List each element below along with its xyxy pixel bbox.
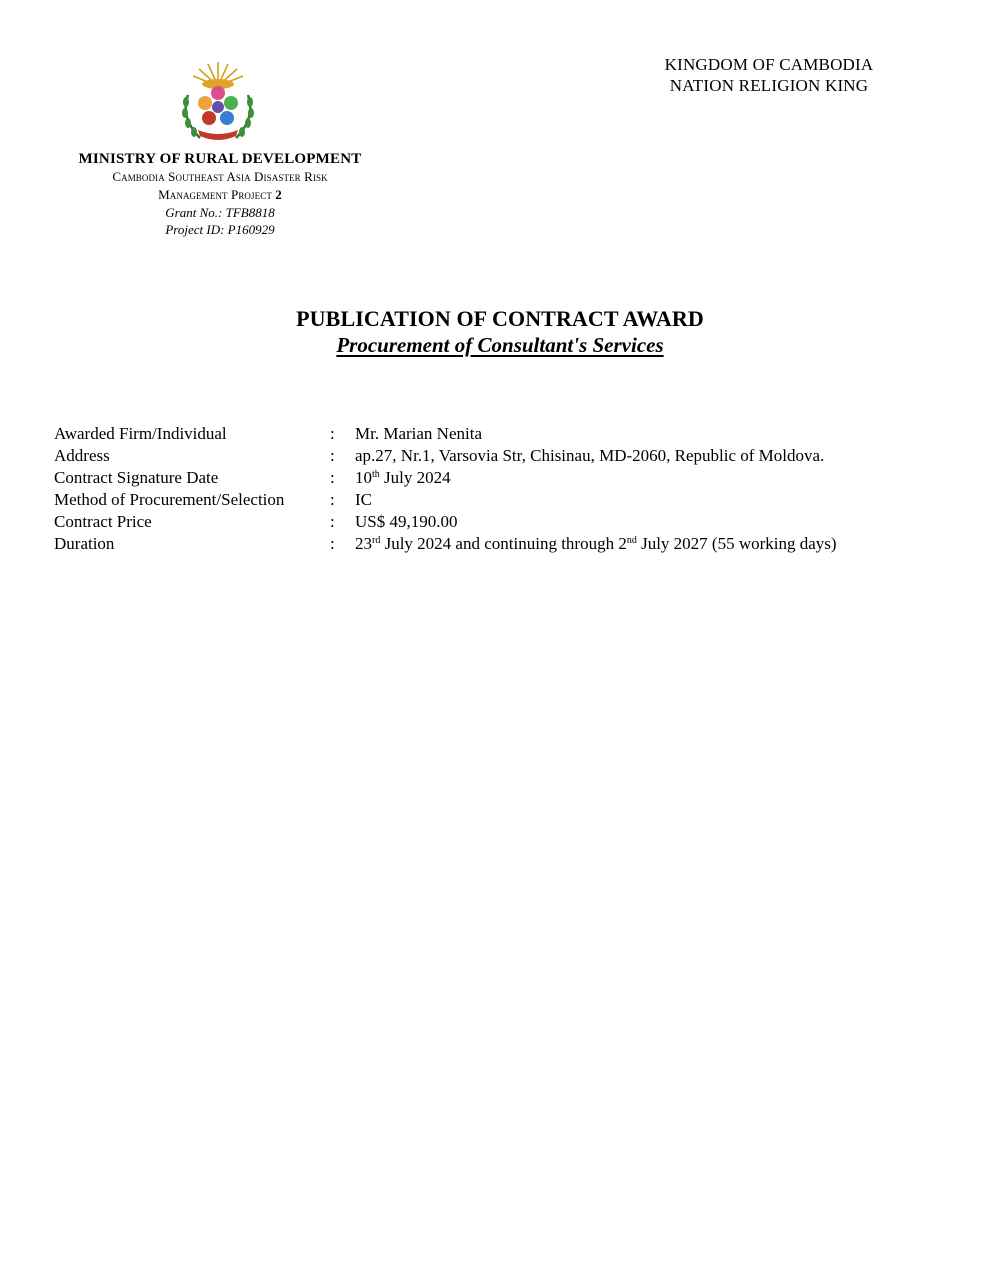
detail-value: IC	[355, 490, 372, 509]
detail-row-signature-date	[54, 467, 954, 489]
ministry-block	[40, 150, 400, 238]
detail-separator: :	[330, 534, 335, 553]
detail-row-address	[54, 445, 954, 467]
detail-separator: :	[330, 512, 335, 531]
kingdom-header	[610, 54, 928, 96]
kingdom-line: KINGDOM OF CAMBODIA	[664, 55, 874, 74]
detail-value: US$ 49,190.00	[355, 512, 458, 531]
detail-value: 23rd July 2024 and continuing through 2nd July 2027 (55 working days)	[355, 534, 837, 553]
detail-separator: :	[330, 468, 335, 487]
detail-label: Address	[54, 446, 110, 465]
detail-label: Method of Procurement/Selection	[54, 490, 285, 509]
detail-value: 10th July 2024	[355, 468, 451, 487]
detail-row-price	[54, 511, 954, 533]
detail-value: ap.27, Nr.1, Varsovia Str, Chisinau, MD-2060, Republic of Moldova.	[355, 446, 825, 465]
ministry-name: MINISTRY OF RURAL DEVELOPMENT	[78, 151, 362, 167]
detail-row-method	[54, 489, 954, 511]
detail-row-awarded	[54, 423, 954, 445]
contract-details	[54, 423, 954, 555]
detail-label: Contract Price	[54, 512, 152, 531]
ministry-emblem-icon	[178, 60, 258, 148]
detail-value: Mr. Marian Nenita	[355, 424, 482, 443]
detail-label: Duration	[54, 534, 115, 553]
project-name-line2: Management Project 2	[158, 187, 282, 202]
detail-row-duration	[54, 533, 954, 555]
detail-separator: :	[330, 424, 335, 443]
document-title	[0, 305, 1000, 358]
title-subtitle: Procurement of Consultant's Services	[336, 333, 664, 357]
detail-label: Contract Signature Date	[54, 468, 219, 487]
title-main: PUBLICATION OF CONTRACT AWARD	[296, 306, 704, 331]
project-name-line1: Cambodia Southeast Asia Disaster Risk	[112, 169, 328, 184]
grant-number: Grant No.: TFB8818	[165, 205, 275, 220]
detail-label: Awarded Firm/Individual	[54, 424, 227, 443]
detail-separator: :	[330, 490, 335, 509]
motto-line: NATION RELIGION KING	[669, 76, 869, 95]
detail-separator: :	[330, 446, 335, 465]
project-id: Project ID: P160929	[165, 222, 275, 237]
